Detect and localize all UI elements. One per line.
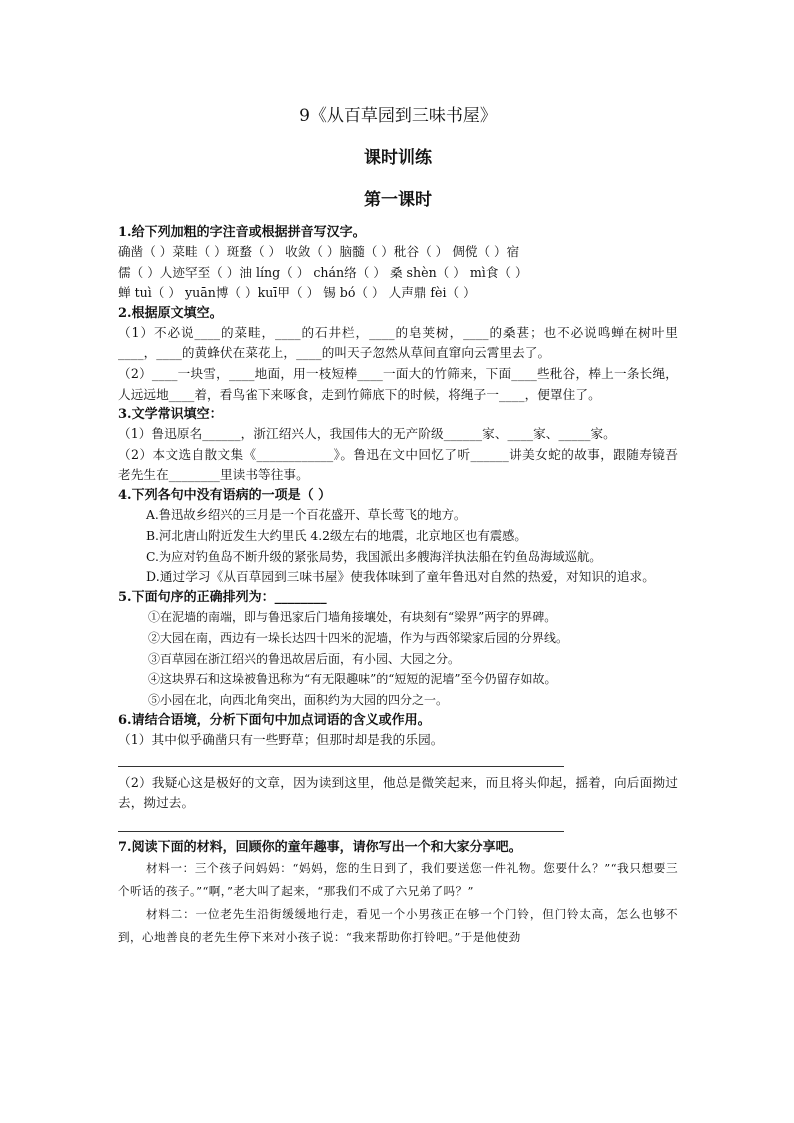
question-4-option-d: D.通过学习《从百草园到三味书屋》使我体味到了童年鲁迅对自然的热爱，对知识的追求。 [146,569,655,585]
question-5-sentence-3: ③百草园在浙江绍兴的鲁迅故居后面，有小园、大园之分。 [148,651,461,666]
answer-line-1[interactable] [118,765,564,767]
question-1-line-3: 蝉 tuì（ ） yuān博（ ）kuī甲（ ） 锡 bó（ ） 人声鼎 fèi（ ） [118,285,476,301]
question-6-part-1: （1）其中似乎确凿只有一些野草；但那时却是我的乐园。 [118,731,444,747]
question-3-part-2: （2）本文选自散文集《____________》。鲁迅在文中回忆了听______讲美女蛇的故事，跟随寿镜吾老先生在________里读书等往事。 [118,446,678,483]
question-1 [118,223,678,304]
question-2-part-1: （1）不必说____的菜畦，____的石井栏，____的皂荚树，____的桑葚；也不必说鸣蝉在树叶里____，____的黄蜂伏在菜花上，____的叫天子忽然从草间直窜向云霄里去了。 [118,324,678,361]
question-4-heading: 4.下列各句中没有语病的一项是（ ） [118,487,332,503]
question-4-option-a: A.鲁迅故乡绍兴的三月是一个百花盛开、草长莺飞的地方。 [146,507,467,522]
question-6-part-2: （2）我疑心这是极好的文章，因为读到这里，他总是微笑起来，而且将头仰起，摇着，向后面拗过去，拗过去。 [118,774,678,811]
question-6 [118,711,678,832]
question-1-heading: 1.给下列加粗的字注音或根据拼音写汉字。 [118,225,366,240]
question-5-sentence-1: ①在泥墙的南端，即与鲁迅家后门墙角接壤处，有块刻有“梁界”两字的界碑。 [148,609,557,624]
question-5-sentence-5: ⑤小园在北，向西北角突出，面积约为大园的四分之一。 [148,693,449,708]
question-7 [118,838,678,949]
question-4-option-c: C.为应对钓鱼岛不断升级的紧张局势，我国派出多艘海洋执法船在钓鱼岛海域巡航。 [146,549,602,564]
worksheet-page [118,100,678,949]
question-5-sentence-2: ②大园在南，西边有一垛长达四十四米的泥墙，作为与西邻梁家后园的分界线。 [148,630,569,645]
question-4-option-b: B.河北唐山附近发生大约里氏 4.2级左右的地震，北京地区也有震感。 [146,528,527,543]
question-5-heading: 5.下面句序的正确排列为：________ [118,589,327,605]
question-3-part-1: （1）鲁迅原名______，浙江绍兴人，我国伟大的无产阶级______家、____家、_____家。 [118,426,616,442]
question-7-heading: 7.阅读下面的材料，回顾你的童年趣事，请你写出一个和大家分享吧。 [118,839,522,855]
question-1-line-1: 确凿（ ）菜畦（ ）斑蝥（ ） 收敛（ ）脑髓（ ）秕谷（ ） 倜傥（ ）宿 [118,244,520,259]
lesson-title: 9《从百草园到三味书屋》 [299,106,497,126]
subtitle: 课时训练 [364,148,432,168]
period-title: 第一课时 [364,190,432,210]
question-3 [118,405,678,486]
question-5-sentence-4: ④这块界石和这垛被鲁迅称为“有无限趣味”的“短短的泥墙”至今仍留存如故。 [148,672,557,687]
material-1: 材料一：三个孩子问妈妈：“妈妈，您的生日到了，我们要送您一件礼物。您要什么？”“我只想要三个听话的孩子。”“啊，”老大叫了起来，“那我们不成了六兄弟了吗？” [118,860,678,898]
question-3-heading: 3.文学常识填空： [118,407,223,423]
question-2-part-2: （2）____一块雪，____地面，用一枝短棒____一面大的竹筛来，下面____些秕谷，棒上一条长绳，人远远地____着，看鸟雀下来啄食，走到竹筛底下的时候，将绳子一____，便罩住了。 [118,365,678,402]
answer-line-2[interactable] [118,830,564,832]
question-5 [118,588,678,711]
question-2-heading: 2.根据原文填空。 [118,305,223,321]
question-6-heading: 6.请结合语境，分析下面句中加点词语的含义或作用。 [118,712,431,728]
question-4 [118,486,678,588]
question-1-line-2: 儒（ ）人迹罕至（ ）油 líng（ ） chán络（ ） 桑 shèn（ ） mì食（ ） [118,264,528,280]
material-2: 材料二：一位老先生沿街缓缓地行走，看见一个小男孩正在够一个门铃，但门铃太高，怎么也够不到，心地善良的老先生停下来对小孩子说：“我来帮助你打铃吧。”于是他使劲 [118,906,678,944]
question-2 [118,304,678,405]
